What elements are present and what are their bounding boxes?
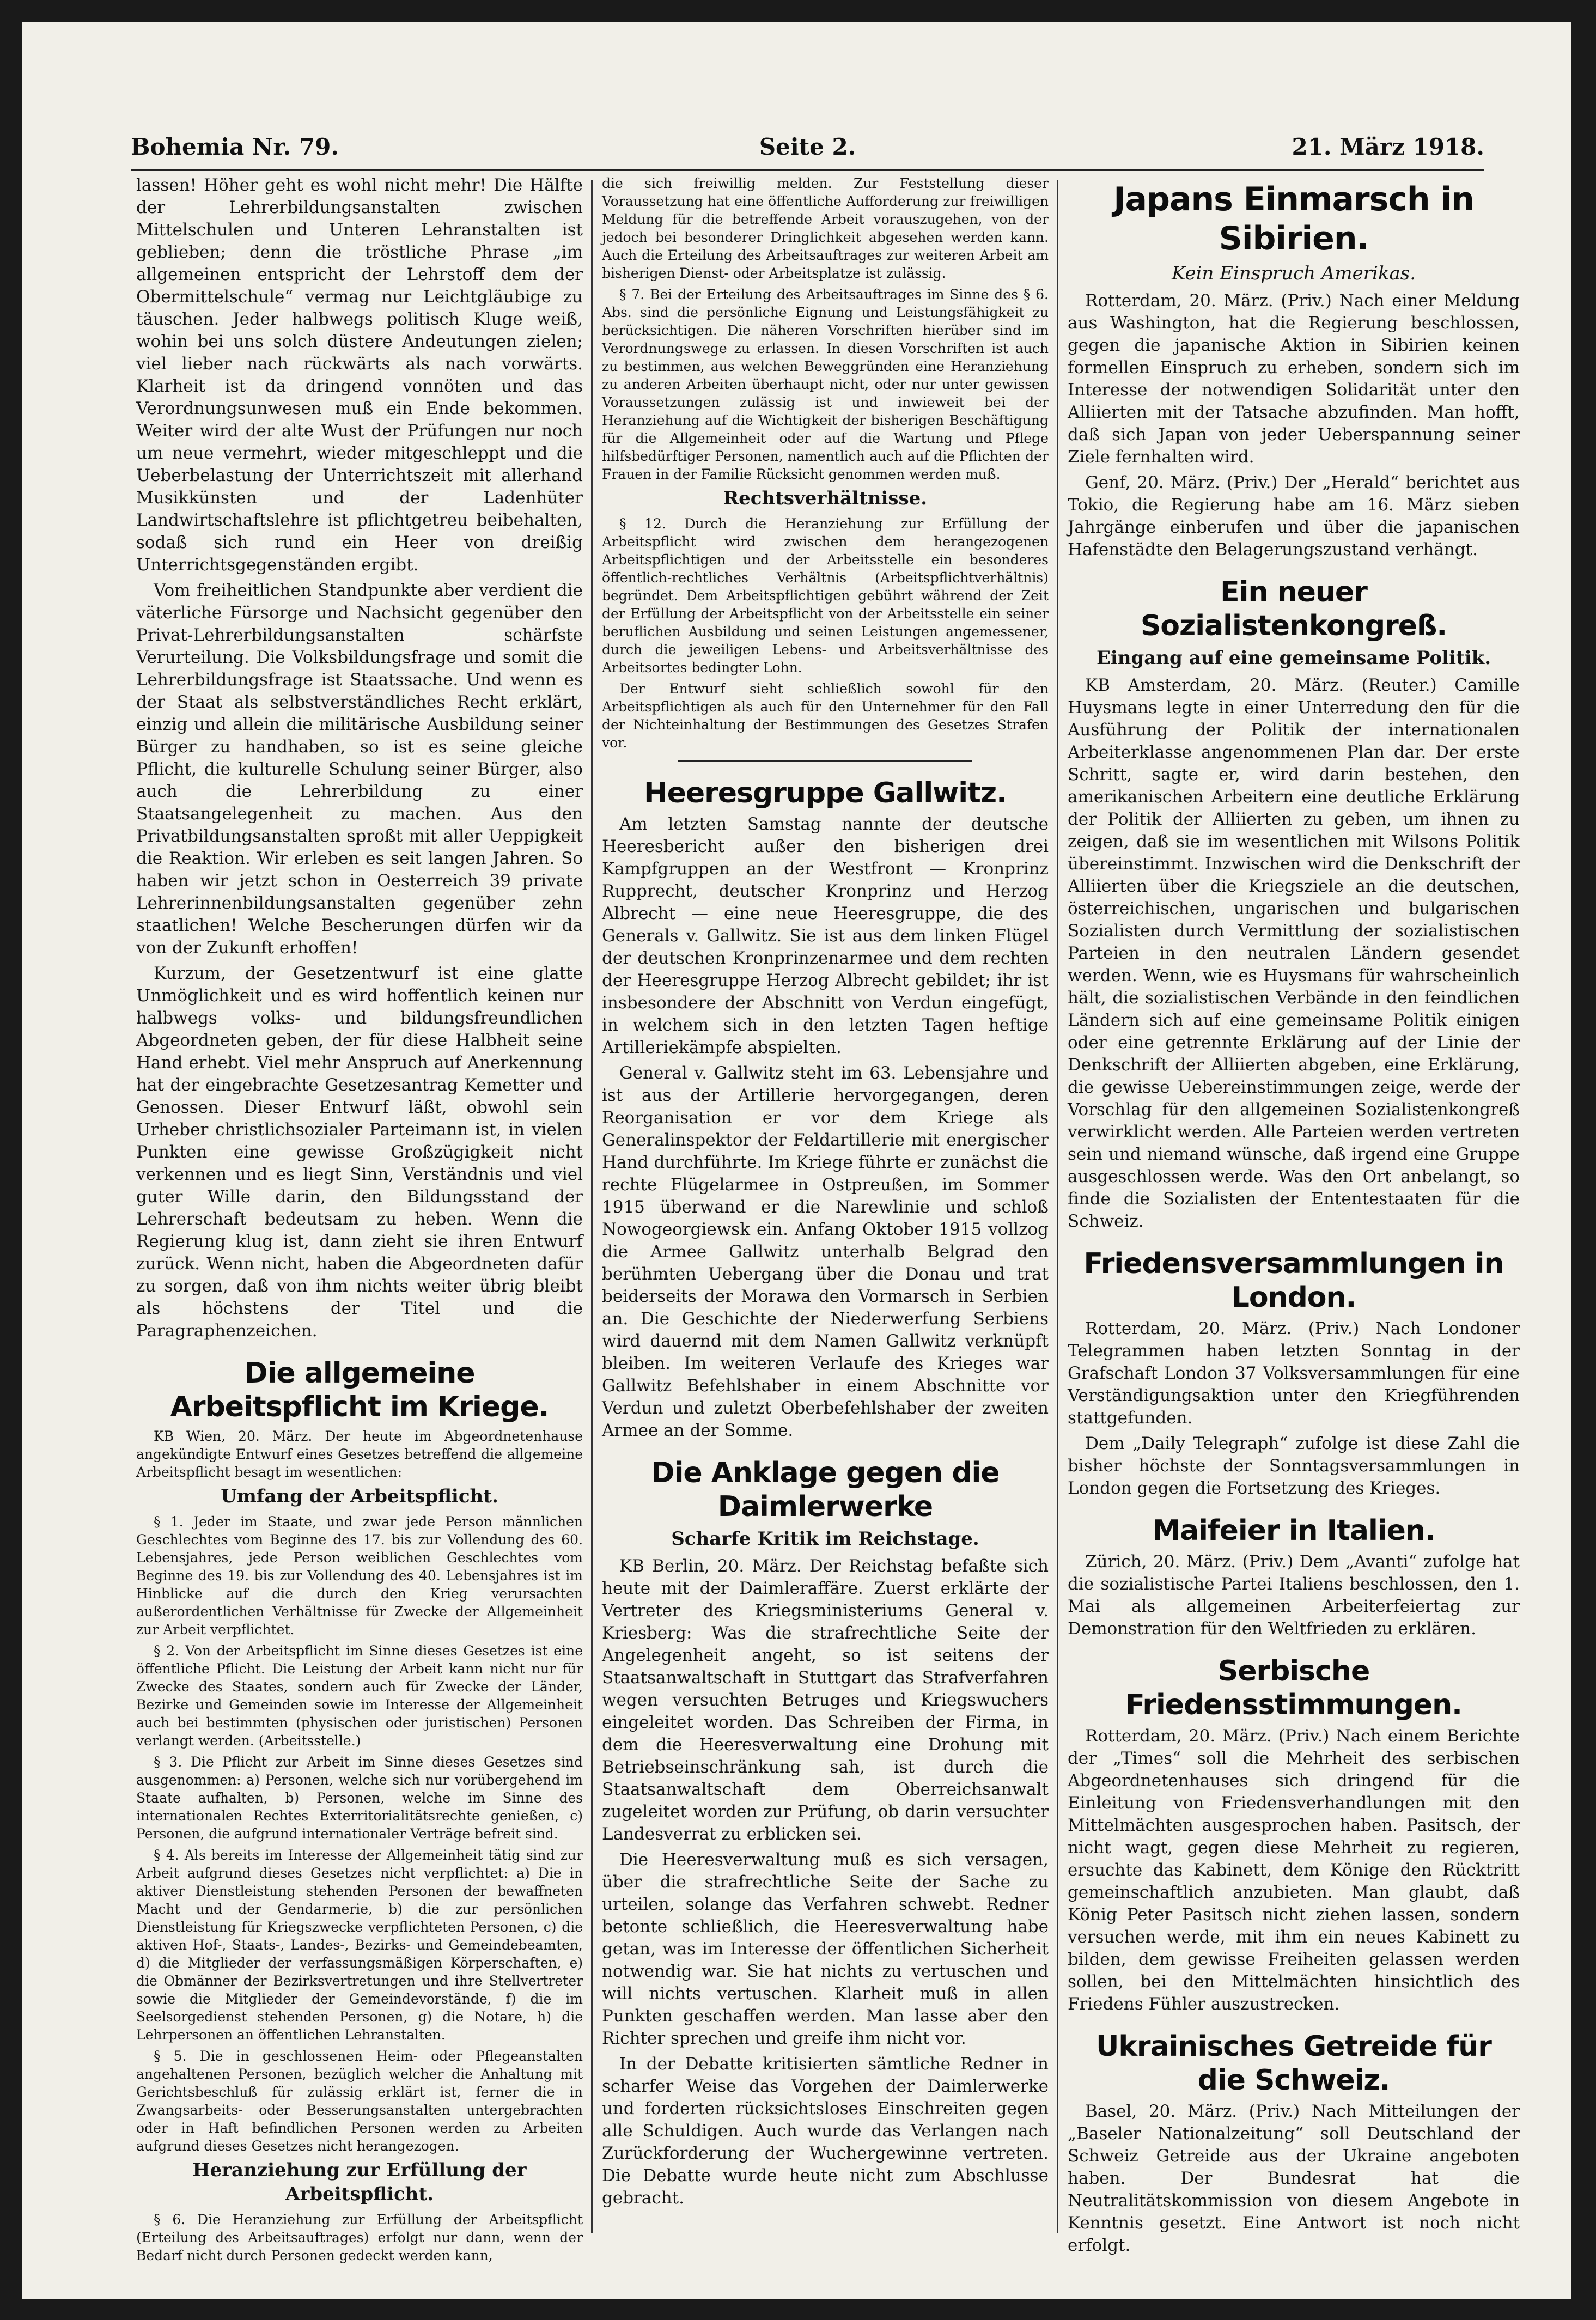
- article-headline: Die Anklage gegen die Daimlerwerke: [651, 1457, 1000, 1523]
- article-subhead: Heranziehung zur Erfüllung der Arbeitspflicht.: [192, 2159, 527, 2205]
- article-paragraph: General v. Gallwitz steht im 63. Lebensjahre und ist aus der Artillerie hervorgegangen, deren Reorganisation er vor dem Kriege als Generalinspektor der Feldartillerie mit energischer Hand durchführte. Im Kriege führte er zunächst die rechte Flügelarmee in Ostpreußen, im Sommer 1915 überwand er die Narewlinie und schloß Nowogeorgiewsk ein. Anfang Oktober 1915 vollzog die Armee Gallwitz unterhalb Belgrad den berühmten Uebergang über die Donau und trat beiderseits der Morawa den Vormarsch in Serbien an. Die Geschichte der Niederwerfung Serbiens wird dauernd mit dem Namen Gallwitz verknüpft bleiben. Im weiteren Verlaufe des Krieges war Gallwitz Befehlshaber in einem Abschnitte vor Verdun und zuletzt Oberbefehlshaber der zweiten Armee an der Somme.: [602, 1063, 1049, 1440]
- article-paragraph: Die Heeresverwaltung muß es sich versagen, über die strafrechtliche Seite der Sache zu urteilen, solange das Verfahren schwebt. Redner betonte schließlich, die Heeresverwaltung habe getan, was im Interesse der öffentlichen Sicherheit notwendig war. Sie hat nichts zu vertuschen und will nichts vertuschen. Klarheit muß in allen Punkten geschaffen werden. Man lasse aber den Richter sprechen und greife ihm nicht vor.: [602, 1850, 1049, 2048]
- article-paragraph: Kurzum, der Gesetzentwurf ist eine glatte Unmöglichkeit und es wird hoffentlich keinen nur halbwegs volks- und bildungsfreundlichen Abgeordneten geben, der für diese Halbheit seine Hand erhebt. Viel mehr Anspruch auf Anerkennung hat der eingebrachte Gesetzesantrag Kemetter und Genossen. Dieser Entwurf läßt, obwohl sein Urheber christlichsozialer Parteimann ist, in vielen Punkten eine gewisse Großzügigkeit nicht verkennen und es liegt Sinn, Verständnis und viel guter Wille darin, den Bildungsstand der Lehrerschaft bedeutsam zu heben. Wenn die Regierung klug ist, dann zieht sie ihren Entwurf zurück. Wenn nicht, haben die Abgeordneten dafür zu sorgen, daß von ihm nichts weiter übrig bleibt als höchstens der Titel und die Paragraphenzeichen.: [136, 964, 583, 1341]
- article-headline: Maifeier in Italien.: [1152, 1514, 1435, 1547]
- article-paragraph: KB Amsterdam, 20. März. (Reuter.) Camille Huysmans legte in einer Unterredung den für die Ausführung der Politik der internationalen Arbeiterklasse angenommenen Plan dar. Der erste Schritt, sagte er, wird darin bestehen, den amerikanischen Arbeitern eine deutliche Erklärung der Politik der Alliierten zu geben, um ihnen zu zeigen, daß sie im wesentlichen mit Wilsons Politik übereinstimmt. Inzwischen wird die Denkschrift der Alliierten über die Kriegsziele an die deutschen, österreichischen, ungarischen und bulgarischen Sozialisten durch Vermittlung der sozialistischen Parteien in den neutralen Ländern gesendet werden. Wenn, wie es Huysmans für wahrscheinlich hält, die sozialistischen Verbände in den feindlichen Ländern sich auf eine gemeinsame Politik einigen oder eine getrennte Erklärung auf der Linie der Denkschrift der Alliierten abgeben, eine Erklärung, die gewisse Uebereinstimmungen zeige, werde der Vorschlag für den allgemeinen Sozialistenkongreß verwirklicht werden. Alle Parteien werden vertreten sein und niemand wünsche, daß irgend eine Gruppe ausgeschlossen werde. Was den Ort anbelangt, so finde die Sozialisten der Ententestaaten für die Schweiz.: [1068, 675, 1520, 1231]
- page-number: Seite 2.: [759, 133, 856, 160]
- article-paragraph: KB Berlin, 20. März. Der Reichstag befaßte sich heute mit der Daimleraffäre. Zuerst erklärte der Vertreter des Kriegsministeriums General v. Kriesberg: Was die strafrechtliche Seite der Angelegenheit angeht, so ist seitens der Staatsanwaltschaft in Stuttgart das Strafverfahren wegen versuchten Betruges und Kriegswuchers eingeleitet worden. Das Schreiben der Firma, in dem die Heeresverwaltung eine Drohung mit Betriebseinschränkung sah, ist durch die Staatsanwaltschaft dem Oberreichsanwalt zugeleitet worden zur Prüfung, ob darin versuchter Landesverrat zu erblicken sei.: [602, 1556, 1049, 1844]
- column-divider: [591, 180, 593, 2233]
- article-subhead: Kein Einspruch Amerikas.: [1171, 263, 1416, 284]
- article-headline: Ein neuer Sozialistenkongreß.: [1140, 576, 1447, 642]
- article-paragraph: Vom freiheitlichen Standpunkte aber verdient die väterliche Fürsorge und Nachsicht gegenüber den Privat-Lehrerbildungsanstalten schärfste Verurteilung. Die Volksbildungsfrage und somit die Lehrerbildungsfrage ist Staatssache. Und wenn es der Staat als selbstverständliches Recht erklärt, einzig und allein die militärische Ausbildung seiner Bürger zu handhaben, so ist es seine gleiche Pflicht, die kulturelle Schulung seiner Bürger, also auch die Lehrerbildung zu einer Staatsangelegenheit zu machen. Aus den Privatbildungsanstalten sproßt mit aller Ueppigkeit die Reaktion. Wir erleben es seit langen Jahren. So haben wir jetzt schon in Oesterreich 39 private Lehrerinnenbildungsanstalten gegenüber zehn staatlichen! Welche Bescherungen dürfen wir da von der Zukunft erhoffen!: [136, 581, 583, 958]
- article-paragraph: Der Entwurf sieht schließlich sowohl für den Arbeitspflichtigen als auch für den Unternehmer für den Fall der Nichteinhaltung der Bestimmungen des Gesetzes Strafen vor.: [602, 681, 1049, 751]
- article-paragraph: Rotterdam, 20. März. (Priv.) Nach Londoner Telegrammen haben letzten Sonntag in der Grafschaft London 37 Volksversammlungen für eine Verständigungsaktion unter den Kriegführenden stattgefunden.: [1068, 1319, 1520, 1428]
- article-headline: Friedensversammlungen in London.: [1083, 1247, 1504, 1314]
- article-subhead: Rechtsverhältnisse.: [723, 488, 928, 509]
- issue-date: 21. März 1918.: [1292, 133, 1484, 160]
- article-dateline: KB Wien, 20. März. Der heute im Abgeordnetenhause angekündigte Entwurf eines Gesetzes betreffend die allgemeine Arbeitspflicht besagt im wesentlichen:: [136, 1428, 583, 1480]
- column-1: [136, 174, 583, 2263]
- article-paragraph: Genf, 20. März. (Priv.) Der „Herald“ berichtet aus Tokio, die Regierung habe am 16. März sieben Jahrgänge einberufen und über die japanischen Hafenstädte den Belagerungszustand verhängt.: [1068, 473, 1520, 559]
- article-paragraph: § 4. Als bereits im Interesse der Allgemeinheit tätig sind zur Arbeit aufgrund dieses Gesetzes nicht verpflichtet: a) Die in aktiver Dienstleistung stehenden Personen der bewaffneten Macht und der Gendarmerie, b) die zur persönlichen Dienstleistung für Kriegszwecke verpflichteten Personen, c) die aktiven Hof-, Staats-, Landes-, Bezirks- und Gemeindebeamten, d) die Mitglieder der verfassungsmäßigen Körperschaften, e) die Obmänner der Bezirksvertretungen und ihre Stellvertreter sowie die Mitglieder der Gemeindevorstände, f) die im Seelsorgedienst stehenden Personen, g) die Notare, h) die Lehrpersonen an öffentlichen Lehranstalten.: [136, 1847, 583, 2043]
- column-2: [602, 174, 1049, 2244]
- article-headline: Serbische Friedensstimmungen.: [1125, 1655, 1462, 1721]
- article-paragraph: Basel, 20. März. (Priv.) Nach Mitteilungen der „Baseler Nationalzeitung“ soll Deutschland der Schweiz Getreide aus der Ukraine angeboten haben. Der Bundesrat hat die Neutralitätskommission von diesem Angebote in Kenntnis gesetzt. Eine Antwort ist noch nicht erfolgt.: [1068, 2102, 1520, 2255]
- article-paragraph: In der Debatte kritisierten sämtliche Redner in scharfer Weise das Vorgehen der Daimlerwerke und forderten rücksichtsloses Einschreiten gegen alle Schuldigen. Auch wurde das Verlangen nach Zurückforderung der Wuchergewinne vertreten. Die Debatte wurde heute nicht zum Abschlusse gebracht.: [602, 2054, 1049, 2208]
- newspaper-page: [22, 22, 1571, 2299]
- article-paragraph: lassen! Höher geht es wohl nicht mehr! Die Hälfte der Lehrerbildungsanstalten zwischen Mittelschulen und Unteren Lehranstalten ist geblieben; denn die tröstliche Phrase „im allgemeinen entspricht der Lehrstoff dem der Obermittelschule“ vermag nur Leichtgläubige zu täuschen. Jeder halbwegs politisch Kluge weiß, wohin bei uns solch düstere Andeutungen zielen; viel lieber nach rückwärts als nach vorwärts. Klarheit ist da dringend vonnöten und das Verordnungsunwesen muß ein Ende bekommen. Weiter wird der alte Wust der Prüfungen nur noch um neue vermehrt, wieder mitgeschleppt und die Ueberbelastung der Unterrichtszeit mit allerhand Musikkünsten und der Ladenhüter Landwirtschaftslehre ist pflichtgetreu beibehalten, sodaß sich rund ein Heer von dreißig Unterrichtsgegenständen ergibt.: [136, 175, 583, 575]
- page-header: [131, 120, 1484, 171]
- masthead-issue: Bohemia Nr. 79.: [131, 133, 339, 160]
- article-paragraph: die sich freiwillig melden. Zur Feststellung dieser Voraussetzung hat eine öffentliche Aufforderung zur freiwilligen Meldung für die betreffende Arbeit vorauszugehen, von der jedoch bei besonderer Dringlichkeit abgesehen werden kann. Auch die Erteilung des Arbeitsauftrages zur weiteren Arbeit am bisherigen Dienst- oder Arbeitsplatze ist zulässig.: [602, 175, 1049, 281]
- column-divider: [1057, 180, 1058, 2233]
- article-paragraph: § 5. Die in geschlossenen Heim- oder Pflegeanstalten angehaltenen Personen, bezüglich welcher die Anhaltung mit Gerichtsbeschluß für zulässig erklärt ist, ferner die in Zwangsarbeits- oder Besserungsanstalten untergebrachten oder in Haft befindlichen Personen werden zu Arbeiten aufgrund dieses Gesetzes nicht herangezogen.: [136, 2048, 583, 2154]
- section-rule: [678, 760, 972, 762]
- article-paragraph: § 1. Jeder im Staate, und zwar jede Person männlichen Geschlechtes vom Beginne des 17. bis zur Vollendung des 60. Lebensjahres, jede Person weiblichen Geschlechtes vom Beginne des 19. bis zur Vollendung des 40. Lebensjahres ist im Hinblicke auf die durch den Krieg verursachten außerordentlichen Verhältnisse für Zwecke der Allgemeinheit zur Arbeit verpflichtet.: [136, 1514, 583, 1637]
- article-paragraph: Am letzten Samstag nannte der deutsche Heeresbericht außer den bisherigen drei Kampfgruppen an der Westfront — Kronprinz Rupprecht, deutscher Kronprinz und Herzog Albrecht — eine neue Heeresgruppe, die des Generals v. Gallwitz. Sie ist aus dem linken Flügel der deutschen Kronprinzenarmee und dem rechten der Heeresgruppe Herzog Albrecht gebildet; ihr ist insbesondere der Abschnitt von Verdun eingefügt, in welchem sich in den letzten Tagen heftige Artilleriekämpfe abspielten.: [602, 814, 1049, 1057]
- article-paragraph: Dem „Daily Telegraph“ zufolge ist diese Zahl die bisher höchste der Sonntagsversammlungen in London gegen die Fortsetzung des Krieges.: [1068, 1434, 1520, 1498]
- article-paragraph: § 7. Bei der Erteilung des Arbeitsauftrages im Sinne des § 6. Abs. sind die persönliche Eignung und Leistungsfähigkeit zu berücksichtigen. Die näheren Vorschriften hierüber sind im Verordnungswege zu erlassen. In diesen Vorschriften ist auch zu bestimmen, aus welchen Beweggründen eine Heranziehung zu anderen Arbeiten überhaupt nicht, oder nur unter gewissen Voraussetzungen zulässig ist und inwieweit bei der Heranziehung auf die Wichtigkeit der bisherigen Beschäftigung für die Allgemeinheit oder auf die Wartung und Pflege hilfsbedürftiger Personen, namentlich auch auf die Pflichten der Frauen in der Familie Rücksicht genommen werden muß.: [602, 287, 1049, 482]
- article-headline: Heeresgruppe Gallwitz.: [644, 777, 1007, 809]
- article-paragraph: Rotterdam, 20. März. (Priv.) Nach einem Berichte der „Times“ soll die Mehrheit des serbischen Abgeordnetenhauses sich dringend für die Einleitung von Friedensverhandlungen mit den Mittelmächten ausgesprochen haben. Pasitsch, der nicht wagt, gegen diese Mehrheit zu regieren, ersuchte das Kabinett, dem Könige den Rücktritt gemeinschaftlich anzubieten. Man glaubt, daß König Peter Pasitsch nicht ziehen lassen, sondern versuchen werde, mit ihm ein neues Kabinett zu bilden, dem gewisse Freiheiten gelassen werden sollen, bei den Mittelmächten hinsichtlich des Friedens Fühler auszustrecken.: [1068, 1726, 1520, 2014]
- article-subhead: Scharfe Kritik im Reichstage.: [671, 1528, 979, 1550]
- article-paragraph: Rotterdam, 20. März. (Priv.) Nach einer Meldung aus Washington, hat die Regierung beschlossen, gegen die japanische Aktion in Sibirien keinen formellen Einspruch zu erheben, sondern sich im Interesse der notwendigen Solidarität unter den Alliierten mit der Tatsache abzufinden. Man hofft, daß sich Japan von jeder Ueberspannung seiner Ziele fernhalten wird.: [1068, 291, 1520, 467]
- article-paragraph: § 12. Durch die Heranziehung zur Erfüllung der Arbeitspflicht wird zwischen dem herangezogenen Arbeitspflichtigen und der Arbeitsstelle ein besonderes öffentlich-rechtliches Verhältnis (Arbeitspflichtverhältnis) begründet. Dem Arbeitspflichtigen gebührt während der Zeit der Erfüllung der Arbeitspflicht von der Arbeitsstelle ein seiner beruflichen Ausbildung und seinen Leistungen angemessener, durch die jeweiligen Lebens- und Arbeitsverhältnisse des Arbeitsortes bedingter Lohn.: [602, 516, 1049, 675]
- article-paragraph: Zürich, 20. März. (Priv.) Dem „Avanti“ zufolge hat die sozialistische Partei Italiens beschlossen, den 1. Mai als allgemeinen Arbeiterfeiertag zur Demonstration für den Weltfrieden zu erklären.: [1068, 1552, 1520, 1639]
- article-subhead: Umfang der Arbeitspflicht.: [221, 1485, 498, 1507]
- column-3: [1068, 174, 1520, 2255]
- article-headline: Ukrainisches Getreide für die Schweiz.: [1096, 2030, 1491, 2097]
- article-headline: Die allgemeine Arbeitspflicht im Kriege.: [170, 1357, 549, 1423]
- article-headline: Japans Einmarsch in Sibirien.: [1113, 180, 1474, 258]
- article-paragraph: § 6. Die Heranziehung zur Erfüllung der Arbeitspflicht (Erteilung des Arbeitsauftrages) erfolgt nur dann, wenn der Bedarf nicht durch Personen gedeckt werden kann,: [136, 2212, 583, 2263]
- article-paragraph: § 3. Die Pflicht zur Arbeit im Sinne dieses Gesetzes sind ausgenommen: a) Personen, welche sich nur vorübergehend im Staate aufhalten, b) Personen, welche im Sinne des internationalen Rechtes Exterritorialitätsrechte genießen, c) Personen, die aufgrund internationaler Verträge befreit sind.: [136, 1754, 583, 1842]
- article-subhead: Eingang auf eine gemeinsame Politik.: [1096, 647, 1491, 669]
- article-paragraph: § 2. Von der Arbeitspflicht im Sinne dieses Gesetzes ist eine öffentliche Pflicht. Die Leistung der Arbeit kann nicht nur für Zwecke des Staates, sondern auch für Zwecke der Länder, Bezirke und Gemeinden sowie im Interesse der Allgemeinheit auch bei bestimmten (physischen oder juristischen) Personen verlangt werden. (Arbeitsstelle.): [136, 1643, 583, 1749]
